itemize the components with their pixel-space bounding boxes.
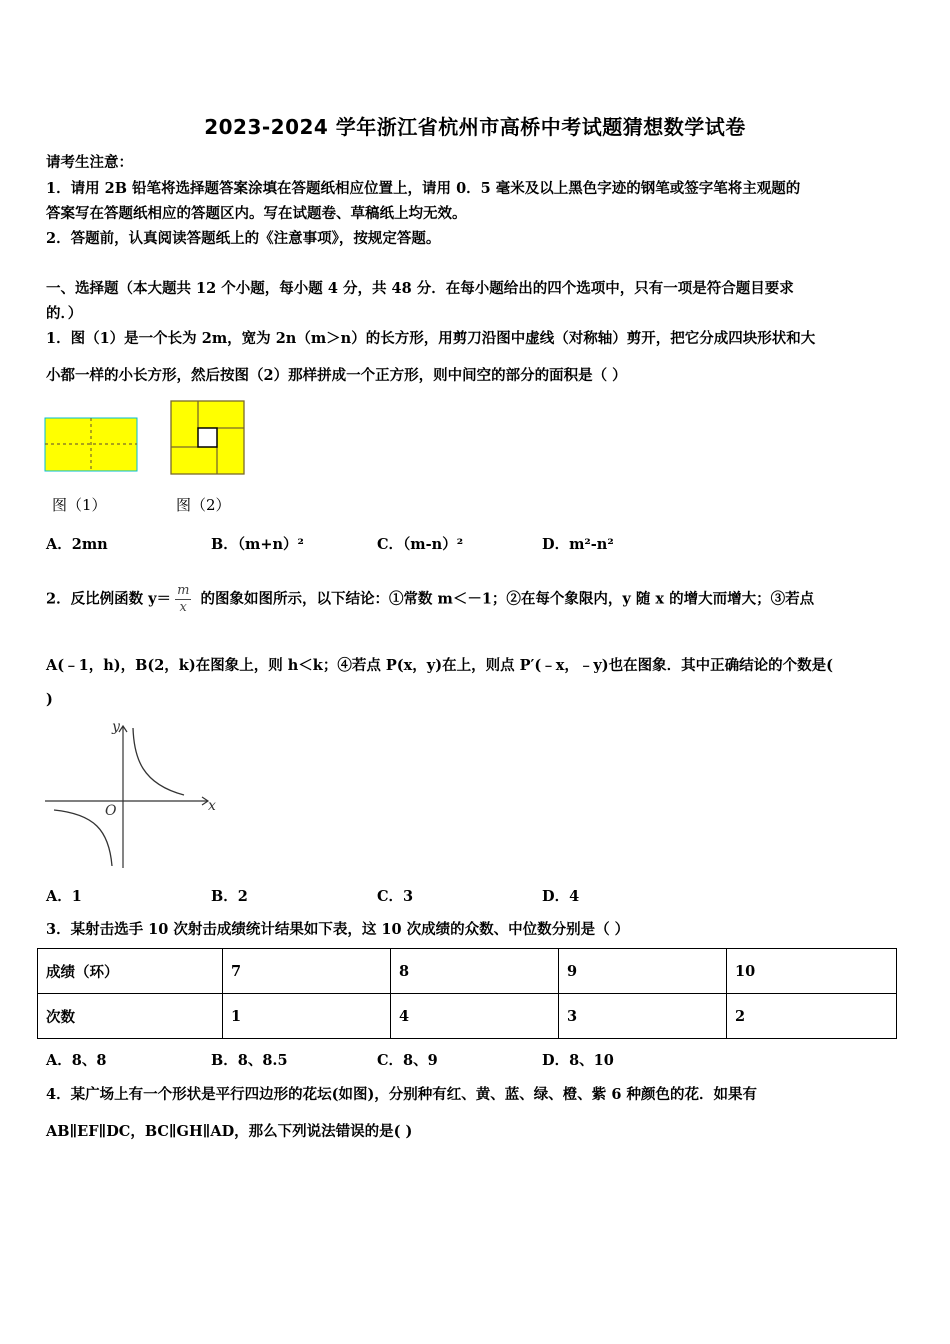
hyperbola-branch-2	[54, 810, 112, 866]
q4-text: 4．某广场上有一个形状是平行四边形的花坛(如图)，分别种有红、黄、蓝、绿、橙、紫 6 种颜色的花．如果有	[46, 1086, 757, 1103]
q2-frac-num: m	[177, 583, 190, 598]
q3-option-c[interactable]: C．8、9	[377, 1052, 438, 1069]
hyperbola-branch-1	[133, 728, 184, 795]
q2-option-a[interactable]: A．1	[46, 888, 82, 905]
q2-text-cont: A(﹣1，h)，B(2，k)在图象上，则 h＜k；④若点 P(x，y)在上，则点 P′(﹣x，﹣y)也在图象．其中正确结论的个数是(	[46, 657, 834, 674]
q3-score-table	[37, 948, 897, 1039]
page-title: 2023-2024 学年浙江省杭州市高桥中考试题猜想数学试卷	[204, 115, 746, 139]
q2-option-c[interactable]: C．3	[377, 888, 414, 905]
q1-text-cont: 小都一样的小长方形，然后按图（2）那样拼成一个正方形，则中间空的部分的面积是（ ）	[46, 367, 627, 384]
table-row	[38, 994, 897, 1039]
notice-line: 1．请用 2B 铅笔将选择题答案涂填在答题纸相应位置上，请用 0．5 毫米及以上黑色字迹的钢笔或签字笔将主观题的	[46, 180, 801, 197]
q2-rest: 的图象如图所示，以下结论：①常数 m＜－1；②在每个象限内，y 随 x 的增大而增大；③若点	[195, 590, 815, 608]
notice-heading: 请考生注意：	[46, 154, 133, 171]
table-cell: 4	[391, 994, 559, 1039]
q3-option-d[interactable]: D．8、10	[542, 1052, 614, 1069]
q1-option-b[interactable]: B．（m+n）²	[211, 536, 304, 553]
q1-figure-2	[171, 401, 244, 474]
section-heading-cont: 的．）	[46, 305, 83, 322]
table-cell: 1	[223, 994, 391, 1039]
table-cell: 成绩（环）	[38, 949, 223, 994]
q2-option-d[interactable]: D．4	[542, 888, 580, 905]
notice-line: 2．答题前，认真阅读答题纸上的《注意事项》，按规定答题。	[46, 230, 441, 247]
q3-option-b[interactable]: B．8、8.5	[211, 1052, 288, 1069]
q2-prefix: 2．反比例函数 y＝	[46, 590, 172, 608]
x-axis-label: x	[208, 798, 216, 814]
q1-fig1-caption: 图（1）	[52, 496, 107, 514]
q2-frac-den: x	[179, 600, 187, 615]
q1-figures	[42, 398, 252, 478]
q2-text-close: )	[46, 691, 53, 708]
section-heading: 一、选择题（本大题共 12 个小题，每小题 4 分，共 48 分．在每小题给出的四个选项中，只有一项是符合题目要求	[46, 280, 794, 297]
notice-line: 答案写在答题纸相应的答题区内。写在试题卷、草稿纸上均无效。	[46, 205, 467, 222]
table-cell: 次数	[38, 994, 223, 1039]
q3-text: 3．某射击选手 10 次射击成绩统计结果如下表，这 10 次成绩的众数、中位数分别是（ ）	[46, 921, 630, 938]
table-cell: 2	[727, 994, 897, 1039]
y-axis-label: y	[112, 719, 120, 735]
q1-option-c[interactable]: C．（m-n）²	[377, 536, 464, 553]
origin-label: O	[105, 803, 117, 819]
table-cell: 7	[223, 949, 391, 994]
q3-option-a[interactable]: A．8、8	[46, 1052, 107, 1069]
table-row	[38, 949, 897, 994]
table-cell: 9	[559, 949, 727, 994]
q1-figure-1	[45, 418, 137, 471]
q1-fig2-caption: 图（2）	[176, 496, 231, 514]
q1-option-d[interactable]: D．m²-n²	[542, 536, 614, 553]
q2-hyperbola-graph	[42, 718, 222, 873]
q2-fraction	[175, 583, 191, 616]
q2-option-b[interactable]: B．2	[211, 888, 248, 905]
table-cell: 3	[559, 994, 727, 1039]
table-cell: 8	[391, 949, 559, 994]
table-cell: 10	[727, 949, 897, 994]
q1-option-a[interactable]: A．2mn	[46, 536, 108, 553]
q4-text-cont: AB∥EF∥DC，BC∥GH∥AD，那么下列说法错误的是( )	[46, 1123, 413, 1140]
q1-text: 1．图（1）是一个长为 2m，宽为 2n（m＞n）的长方形，用剪刀沿图中虚线（对称轴）剪开，把它分成四块形状和大	[46, 330, 816, 347]
q2-text	[46, 583, 814, 616]
